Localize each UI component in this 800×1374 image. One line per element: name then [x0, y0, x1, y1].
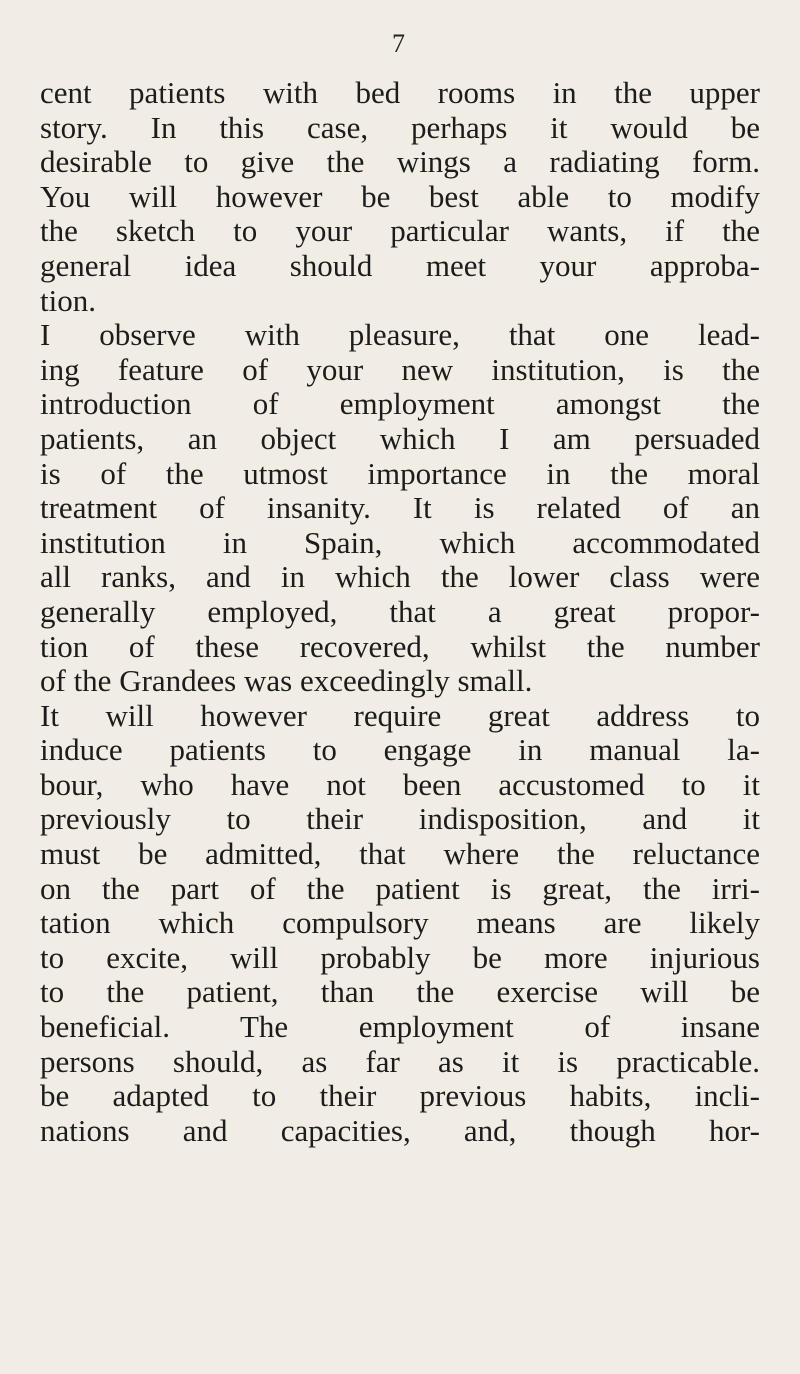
text-line: be adapted to their previous habits, incli-	[40, 1079, 760, 1114]
text-line: must be admitted, that where the reluctance	[40, 837, 760, 872]
text-line: previously to their indisposition, and it	[40, 802, 760, 837]
text-line: You will however be best able to modify	[40, 179, 760, 214]
text-line: treatment of insanity. It is related of an	[40, 491, 760, 526]
text-line: I observe with pleasure, that one lead-	[40, 318, 760, 353]
text-line: generally employed, that a great propor-	[40, 594, 760, 629]
text-line: to excite, will probably be more injurious	[40, 940, 760, 975]
text-line: introduction of employment amongst the	[40, 387, 760, 422]
text-line: patients, an object which I am persuaded	[40, 421, 760, 456]
text-line: bour, who have not been accustomed to it	[40, 767, 760, 802]
text-line: institution in Spain, which accommodated	[40, 525, 760, 560]
text-line: all ranks, and in which the lower class were	[40, 560, 760, 595]
text-line: beneficial. The employment of insane	[40, 1010, 760, 1045]
page-number: 7	[392, 29, 405, 58]
body-text	[40, 76, 760, 1148]
text-line: desirable to give the wings a radiating form.	[40, 145, 760, 180]
text-line: cent patients with bed rooms in the upper	[40, 76, 760, 110]
text-line: of the Grandees was exceedingly small.	[40, 664, 533, 699]
text-line: persons should, as far as it is practicable.	[40, 1044, 760, 1079]
text-line: It will however require great address to	[40, 698, 760, 733]
text-line: on the part of the patient is great, the irri-	[40, 871, 760, 906]
text-line: story. In this case, perhaps it would be	[40, 110, 760, 145]
text-line: tion of these recovered, whilst the number	[40, 629, 760, 664]
text-line: the sketch to your particular wants, if the	[40, 214, 760, 249]
text-line: tion.	[40, 283, 96, 318]
text-line: general idea should meet your approba-	[40, 248, 760, 283]
text-line: to the patient, than the exercise will be	[40, 975, 760, 1010]
text-line: tation which compulsory means are likely	[40, 906, 760, 941]
text-line: induce patients to engage in manual la-	[40, 733, 760, 768]
text-line: ing feature of your new institution, is the	[40, 352, 760, 387]
text-line: nations and capacities, and, though hor-	[40, 1113, 760, 1148]
text-line: is of the utmost importance in the moral	[40, 456, 760, 491]
